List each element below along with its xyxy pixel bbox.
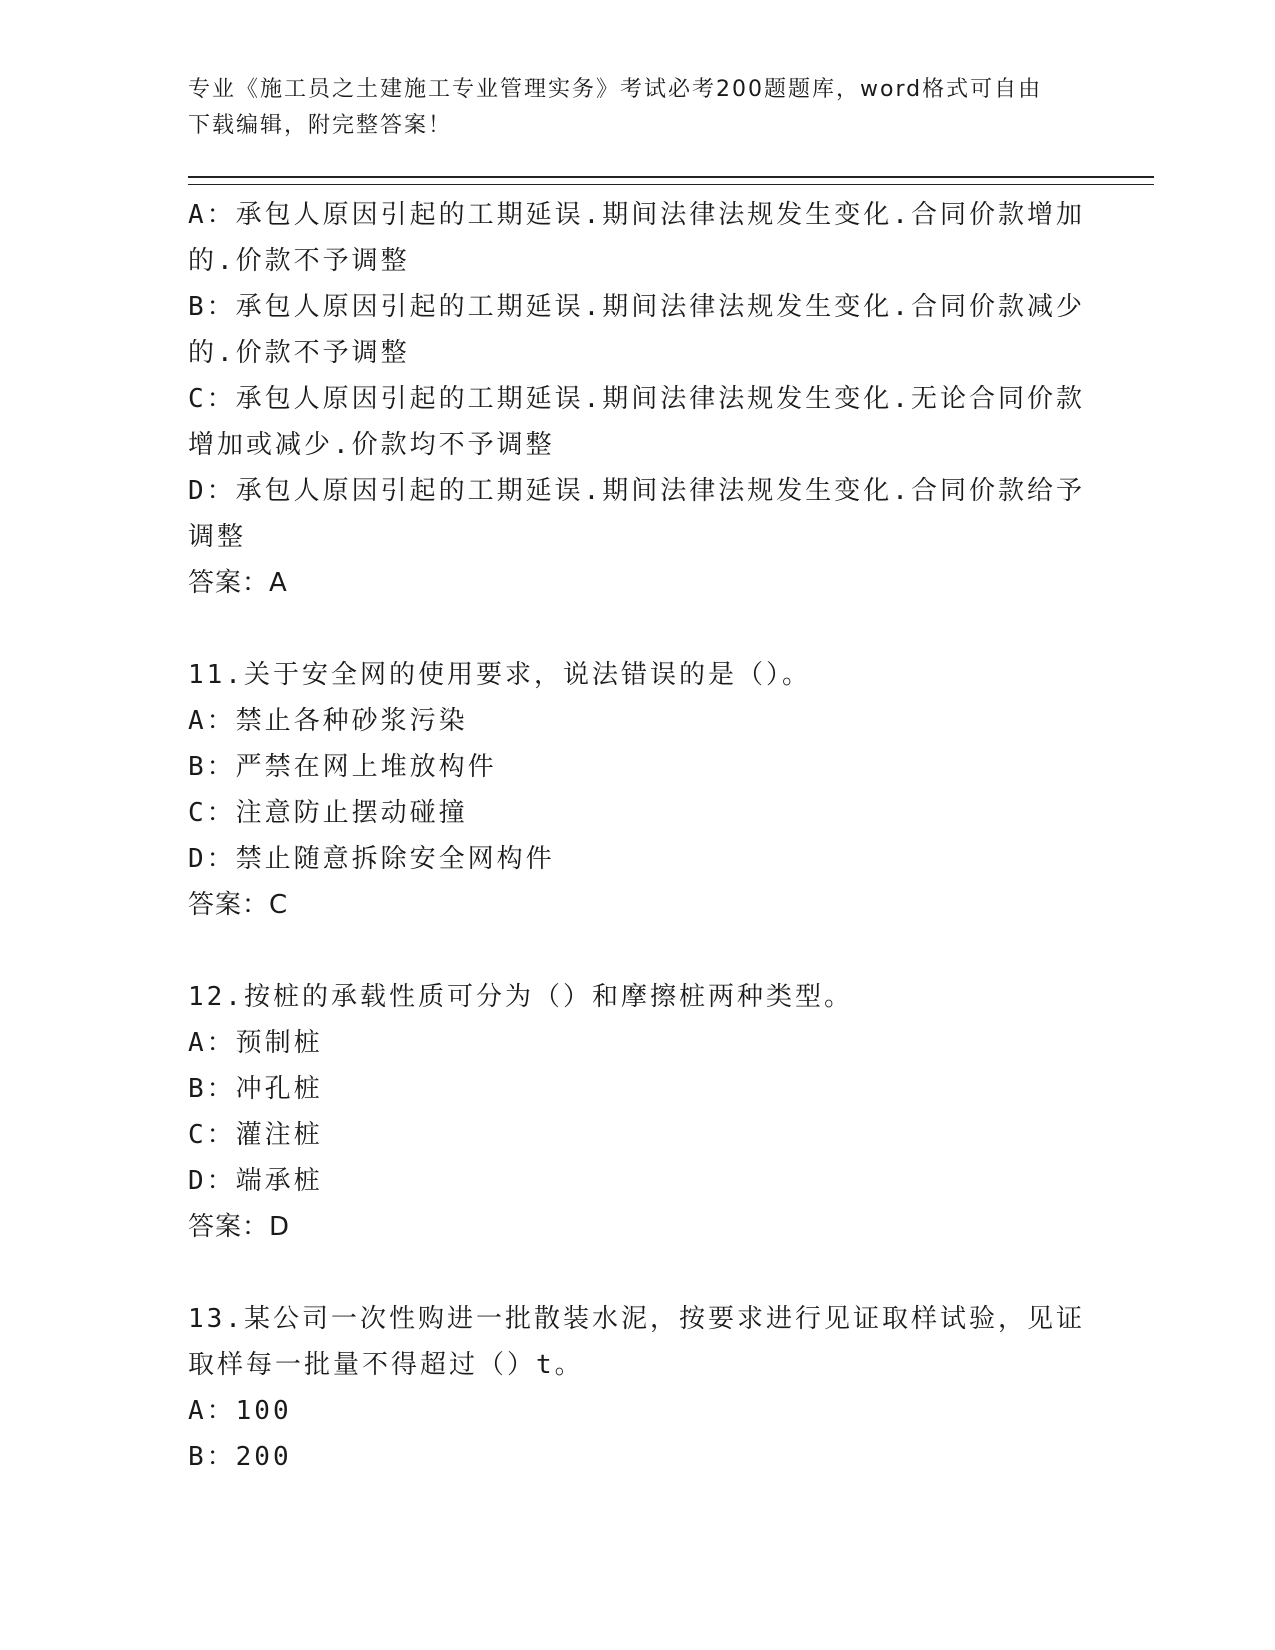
option-b-line-2: 的.价款不予调整	[188, 338, 410, 368]
option-a-line-1: A：承包人原因引起的工期延误.期间法律法规发生变化.合同价款增加	[188, 200, 1085, 230]
option-b: B：冲孔桩	[188, 1074, 323, 1104]
answer: 答案：A	[188, 568, 288, 598]
option-d: D：禁止随意拆除安全网构件	[188, 844, 555, 874]
question-11-block	[188, 652, 1088, 928]
header-divider	[188, 176, 1154, 185]
option-b-line-1: B：承包人原因引起的工期延误.期间法律法规发生变化.合同价款减少	[188, 292, 1085, 322]
question-content	[188, 192, 1088, 1480]
option-a: A：预制桩	[188, 1028, 323, 1058]
option-c: C：灌注桩	[188, 1120, 323, 1150]
spacer	[188, 1250, 1088, 1296]
option-d-line-1: D：承包人原因引起的工期延误.期间法律法规发生变化.合同价款给予	[188, 476, 1085, 506]
answer: 答案：D	[188, 1212, 291, 1242]
answer: 答案：C	[188, 890, 289, 920]
option-c: C：注意防止摆动碰撞	[188, 798, 468, 828]
header-title-line-2: 下载编辑，附完整答案！	[188, 113, 453, 138]
question-12-block	[188, 974, 1088, 1250]
option-a: A：禁止各种砂浆污染	[188, 706, 468, 736]
option-b: B：严禁在网上堆放构件	[188, 752, 497, 782]
option-d: D：端承桩	[188, 1166, 323, 1196]
option-a-line-2: 的.价款不予调整	[188, 246, 410, 276]
spacer	[188, 606, 1088, 652]
option-b: B：200	[188, 1442, 292, 1472]
question-text: 11.关于安全网的使用要求，说法错误的是（）。	[188, 660, 811, 690]
question-text-line-1: 13.某公司一次性购进一批散装水泥，按要求进行见证取样试验，见证	[188, 1304, 1085, 1334]
header-title-line-1: 专业《施工员之土建施工专业管理实务》考试必考200题题库，word格式可自由	[188, 77, 1043, 102]
option-a: A：100	[188, 1396, 292, 1426]
question-text-line-2: 取样每一批量不得超过（）t。	[188, 1350, 584, 1380]
option-c-line-2: 增加或减少.价款均不予调整	[188, 430, 555, 460]
option-c-line-1: C：承包人原因引起的工期延误.期间法律法规发生变化.无论合同价款	[188, 384, 1085, 414]
question-13-block	[188, 1296, 1088, 1480]
question-text: 12.按桩的承载性质可分为（）和摩擦桩两种类型。	[188, 982, 853, 1012]
question-10-block	[188, 192, 1088, 606]
option-d-line-2: 调整	[188, 522, 247, 552]
spacer	[188, 928, 1088, 974]
page-header	[188, 72, 1068, 144]
